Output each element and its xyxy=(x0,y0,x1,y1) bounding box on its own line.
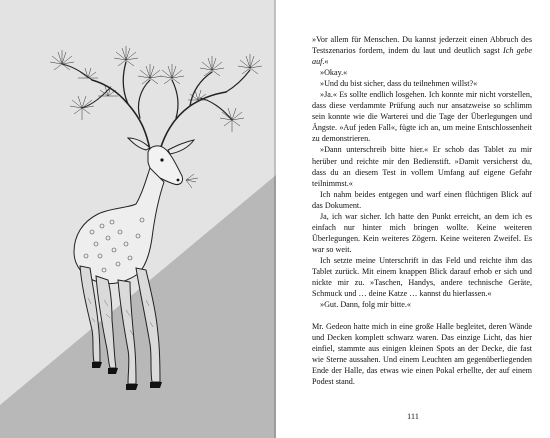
paragraph: »Ja.« Es sollte endlich losgehen. Ich konnte mir nicht vorstellen, dass diese verdammte Prüfung auch nur ansatzweise so schlimm sein konnte wie die Warterei und die Tage der Überlegungen und Ängste. »Auf jeden Fall«, fügte ich an, um meine Entschlossenheit zu demonstrieren. xyxy=(312,90,532,144)
paragraph: Ich setzte meine Unterschrift in das Feld und reichte ihm das Tablet zurück. Mit einem knappen Blick darauf erhob er sich und nickte mir zu. »Taschen, Handys, andere technische Geräte, Schmuck und … deine Katze … kannst du hierlassen.« xyxy=(312,255,532,299)
paragraph: Mr. Gedeon hatte mich in eine große Halle begleitet, deren Wände und Decken komplett schwarz waren. Das einzige Licht, das hier einfiel, stammte aus einigen kleinen Spots an der Decke, die fast wie Sterne aussahen. Und einem Leuchten am gegenüberliegenden Ende der Halle, das etwas wie einen Pokal erhellte, der auf einem Podest stand. xyxy=(312,322,532,387)
paragraph: »Okay.« xyxy=(320,68,348,78)
paragraph: »Und du bist sicher, dass du teilnehmen willst?« xyxy=(320,79,478,89)
paragraph: »Dann unterschreib bitte hier.« Er schob das Tablet zu mir herüber und reichte mir den Bedienstift. »Damit versicherst du, dass du an diesem Test in vollem Umfang auf eigene Gefahr teilnimmst.« xyxy=(312,145,532,188)
paragraph: Ich nahm beides entgegen und warf einen flüchtigen Blick auf das Dokument. xyxy=(312,189,532,210)
text-page xyxy=(276,0,550,438)
paragraph: Ja, ich war sicher. Ich hatte den Punkt erreicht, an dem ich es einfach nur hinter mich bringen wollte. Keine weiteren Überlegungen. Kein weiteres Zögern. Keine weiteren Zweifel. Es war so weit. xyxy=(312,211,532,254)
paragraph: »Vor allem für Menschen. Du kannst jederzeit einen Abbruch des Testszenarios fordern, indem du laut und deutlich sagst Ich gebe auf.« xyxy=(312,35,533,67)
page-number: 111 xyxy=(406,411,420,421)
section-break xyxy=(312,310,532,321)
body-text xyxy=(312,34,532,387)
paragraph: »Gut. Dann, folg mir bitte.« xyxy=(320,300,411,310)
